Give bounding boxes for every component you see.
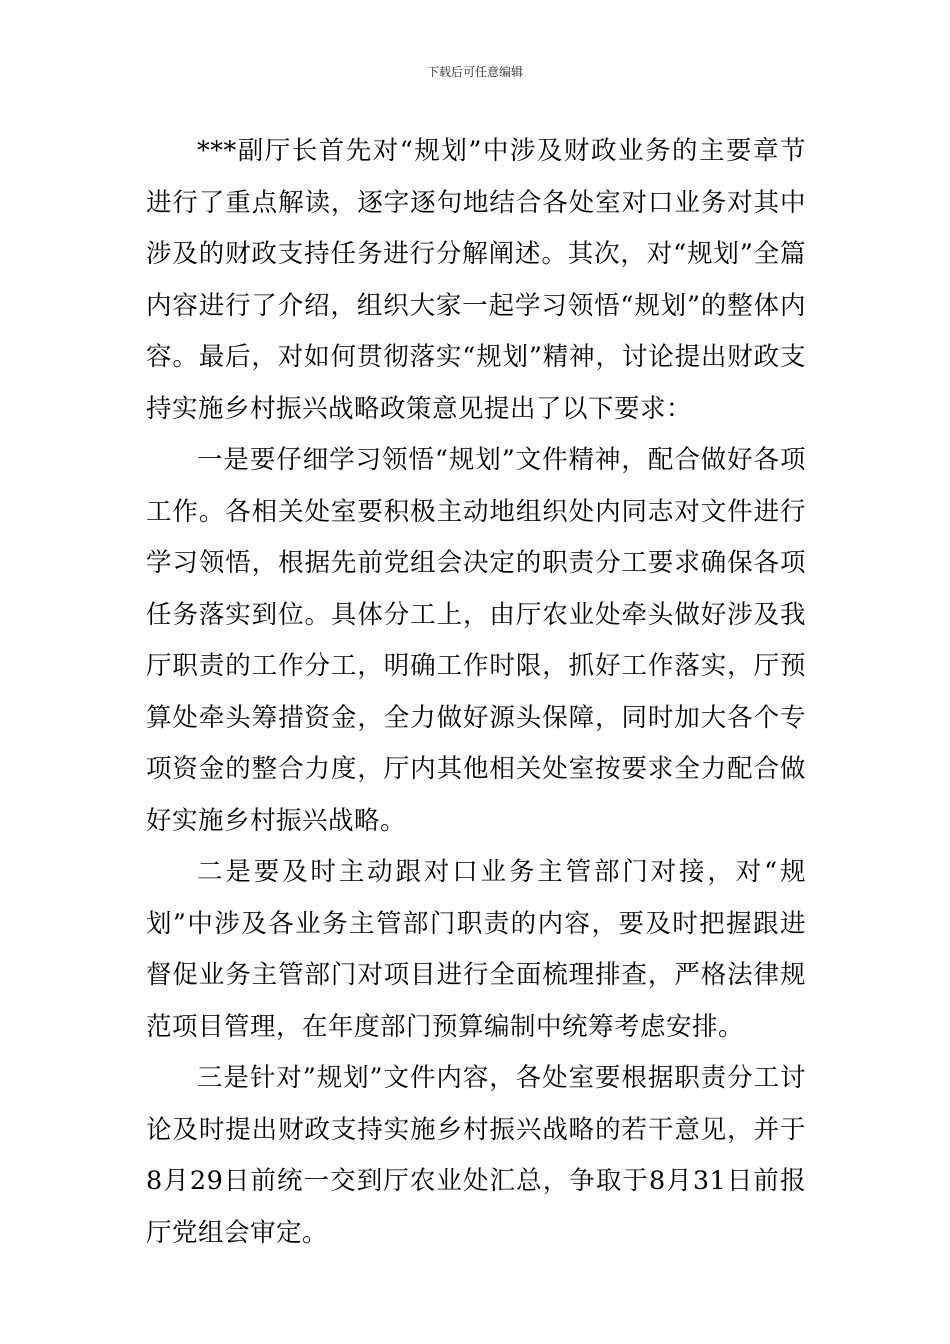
page-header: 下载后可任意编辑 [426, 65, 523, 79]
document-body [146, 126, 806, 1259]
paragraph-intro: ***副厅长首先对“规划”中涉及财政业务的主要章节进行了重点解读，逐字逐句地结合各处室对口业务对其中涉及的财政支持任务进行分解阐述。其次，对“规划”全篇内容进行了介绍，组织大家一起学习领悟“规划”的整体内容。最后，对如何贯彻落实“规划”精神，讨论提出财政支持实施乡村振兴战略政策意见提出了以下要求： [146, 136, 806, 424]
paragraph-requirement-1: 一是要仔细学习领悟“规划”文件精神，配合做好各项工作。各相关处室要积极主动地组织处内同志对文件进行学习领悟，根据先前党组会决定的职责分工要求确保各项任务落实到位。具体分工上，由厅农业处牵头做好涉及我厅职责的工作分工，明确工作时限，抓好工作落实，厅预算处牵头筹措资金，全力做好源头保障，同时加大各个专项资金的整合力度，厅内其他相关处室按要求全力配合做好实施乡村振兴战略。 [146, 445, 806, 836]
paragraph-requirement-3: 三是针对”规划”文件内容，各处室要根据职责分工讨论及时提出财政支持实施乡村振兴战略的若干意见，并于8月29日前统一交到厅农业处汇总，争取于8月31日前报厅党组会审定。 [146, 1063, 806, 1248]
paragraph-requirement-2: 二是要及时主动跟对口业务主管部门对接，对“规划”中涉及各业务主管部门职责的内容，要及时把握跟进督促业务主管部门对项目进行全面梳理排查，严格法律规范项目管理，在年度部门预算编制中统筹考虑安排。 [146, 857, 806, 1042]
